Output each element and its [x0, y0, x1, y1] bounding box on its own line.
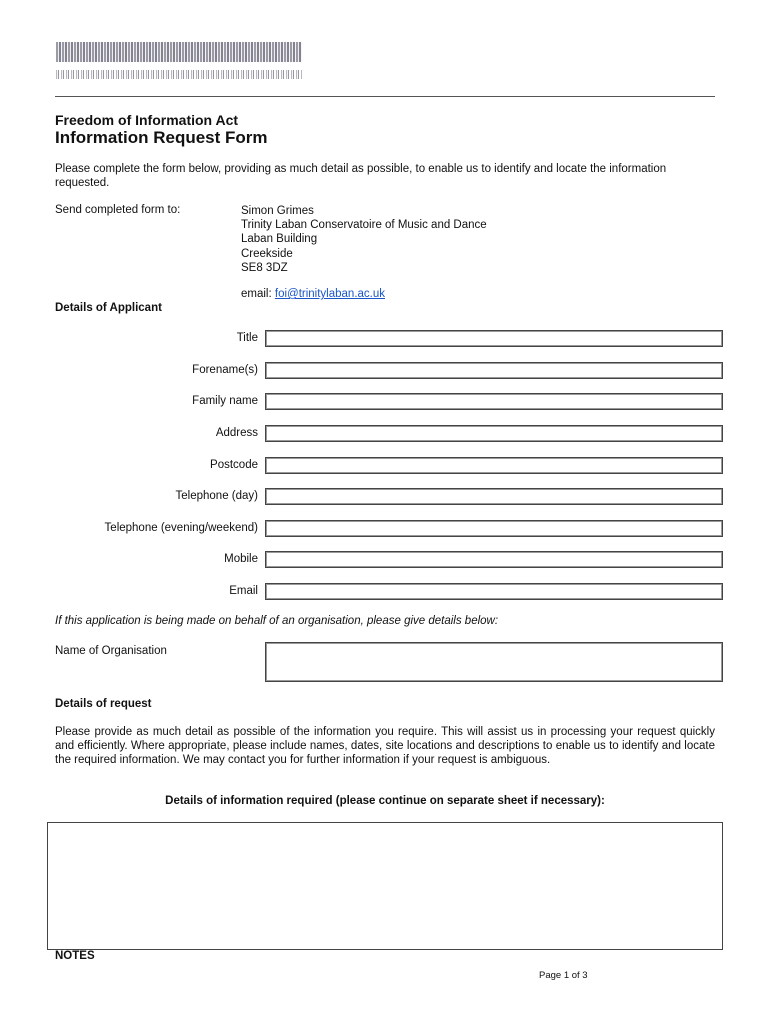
organisation-input[interactable]	[265, 642, 723, 682]
email-label: email:	[241, 288, 272, 300]
email-field[interactable]	[265, 583, 723, 600]
family-name-label: Family name	[192, 395, 258, 407]
logo-sub-image	[56, 70, 302, 79]
information-required-textarea[interactable]	[47, 822, 723, 950]
forename-input[interactable]	[265, 362, 723, 379]
forename-label: Forename(s)	[192, 364, 258, 376]
organisation-label: Name of Organisation	[55, 645, 167, 657]
email-field-label: Email	[229, 585, 258, 597]
intro-text: Please complete the form below, providing as much detail as possible, to enable us to identify and locate the information requested.	[55, 163, 667, 189]
telephone-day-label: Telephone (day)	[175, 490, 258, 502]
email-link[interactable]: foi@trinitylaban.ac.uk	[274, 288, 386, 300]
request-heading: Details of request	[55, 698, 152, 710]
telephone-day-input[interactable]	[265, 488, 723, 505]
telephone-evening-input[interactable]	[265, 520, 723, 537]
address-label: Address	[215, 427, 258, 439]
title-label: Title	[236, 332, 258, 344]
mobile-input[interactable]	[265, 551, 723, 568]
address-line: Trinity Laban Conservatoire of Music and Dance	[241, 219, 487, 232]
address-line: Creekside	[241, 247, 293, 260]
request-paragraph: Please provide as much detail as possible of the information you require. This will assist us in processing your request quickly and efficiently. Where appropriate, please include names, dates, site locations and descriptions to enable us to identify and locate the required information. We may contact you for further information if your request is ambiguous.	[55, 726, 715, 766]
address-line: Simon Grimes	[241, 205, 314, 217]
family-name-input[interactable]	[265, 393, 723, 410]
address-input[interactable]	[265, 425, 723, 442]
notes-heading: NOTES	[55, 950, 95, 962]
page-number: Page 1 of 3	[539, 970, 588, 981]
mobile-label: Mobile	[224, 553, 258, 565]
organisation-note: If this application is being made on behalf of an organisation, please give details below:	[55, 615, 499, 627]
title-input[interactable]	[265, 330, 723, 347]
page-title: Information Request Form	[55, 128, 268, 147]
act-heading: Freedom of Information Act	[55, 112, 239, 128]
telephone-evening-label: Telephone (evening/weekend)	[104, 522, 258, 534]
postcode-label: Postcode	[210, 459, 258, 471]
postcode-input[interactable]	[265, 457, 723, 474]
address-line: Laban Building	[241, 233, 318, 246]
email-line	[241, 288, 385, 300]
address-line: SE8 3DZ	[241, 261, 288, 274]
applicant-heading: Details of Applicant	[55, 302, 162, 314]
logo	[56, 42, 304, 82]
send-label: Send completed form to:	[55, 204, 181, 216]
info-box-label: Details of information required (please continue on separate sheet if necessary):	[165, 795, 605, 807]
logo-name-image	[56, 42, 302, 62]
header-divider	[55, 96, 715, 97]
address-block	[241, 204, 487, 275]
